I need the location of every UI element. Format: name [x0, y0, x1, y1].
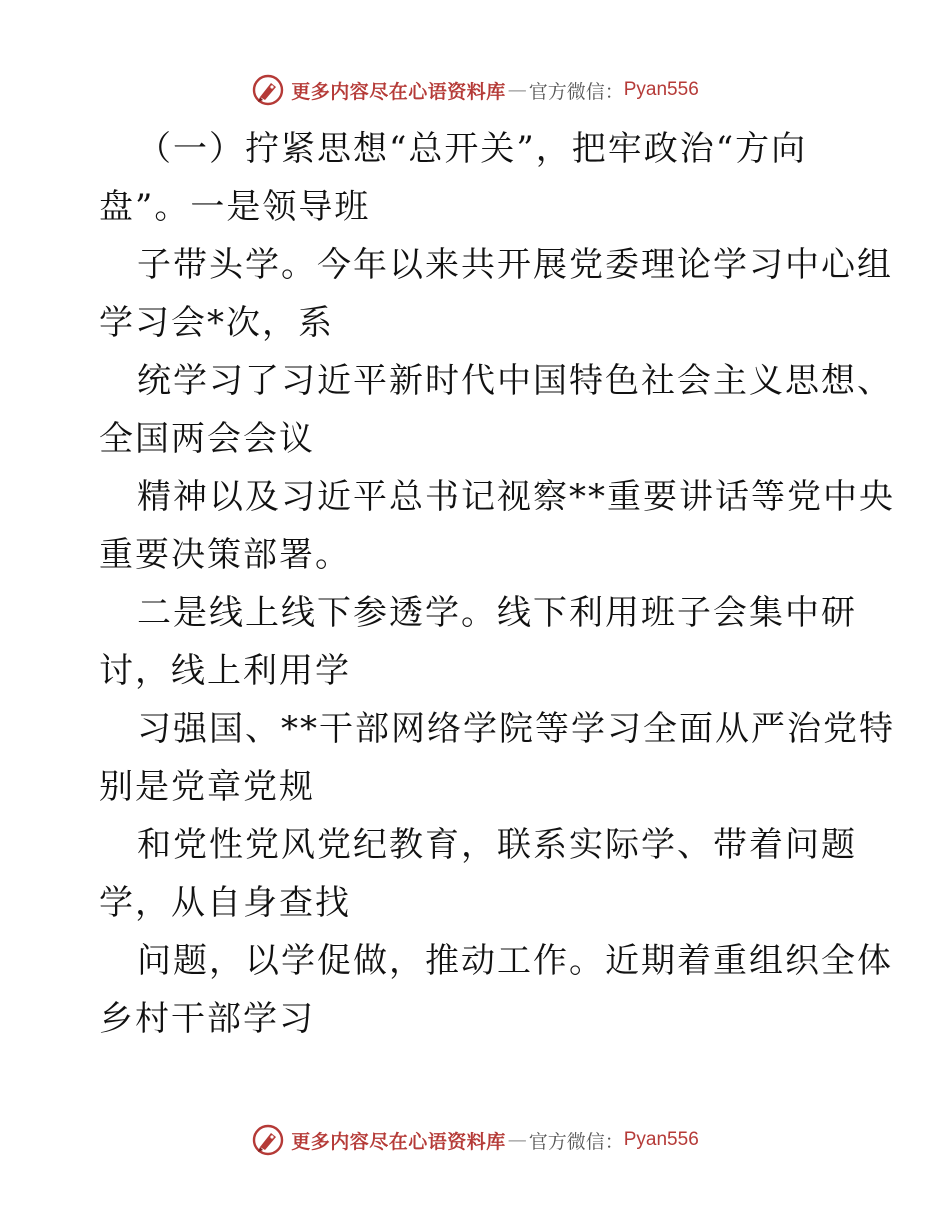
body-line: 讨，线上利用学	[99, 651, 351, 691]
watermark-site-name: 更多内容尽在心语资料库	[291, 1130, 506, 1153]
watermark-group	[251, 73, 699, 107]
watermark-wechat-id: Pyan556	[623, 79, 699, 100]
body-line: 和党性党风党纪教育，联系实际学、带着问题	[137, 825, 857, 865]
header-watermark	[0, 70, 950, 110]
watermark-group	[251, 1123, 699, 1157]
body-line: 学习会*次，系	[99, 303, 334, 343]
body-line: 子带头学。今年以来共开展党委理论学习中心组	[137, 245, 893, 285]
document-body	[99, 120, 895, 1048]
body-line: 盘”。一是领导班	[99, 187, 371, 227]
body-line: 学，从自身查找	[99, 883, 351, 923]
watermark-site-name: 更多内容尽在心语资料库	[291, 80, 506, 103]
watermark-wechat-label: 官方微信：	[528, 80, 624, 103]
body-line: 习强国、**干部网络学院等学习全面从严治党特	[137, 709, 895, 749]
body-line: 精神以及习近平总书记视察**重要讲话等党中央	[137, 477, 895, 517]
watermark-wechat-id: Pyan556	[623, 1129, 699, 1150]
watermark-wechat-label: 官方微信：	[528, 1130, 624, 1153]
body-line: 别是党章党规	[99, 767, 315, 807]
body-line: 二是线上线下参透学。线下利用班子会集中研	[137, 593, 857, 633]
watermark-separator: —	[507, 79, 527, 101]
watermark-separator: —	[507, 1129, 527, 1151]
body-line: 乡村干部学习	[99, 999, 315, 1039]
pen-nib-logo-icon	[251, 73, 285, 107]
body-line: 问题，以学促做，推动工作。近期着重组织全体	[137, 941, 893, 981]
body-line: 统学习了习近平新时代中国特色社会主义思想、	[137, 361, 893, 401]
body-line: 全国两会会议	[99, 419, 315, 459]
body-line: 重要决策部署。	[99, 535, 351, 575]
body-line: （一）拧紧思想“总开关”，把牢政治“方向	[137, 129, 808, 169]
footer-watermark	[0, 1120, 950, 1160]
pen-nib-logo-icon	[251, 1123, 285, 1157]
